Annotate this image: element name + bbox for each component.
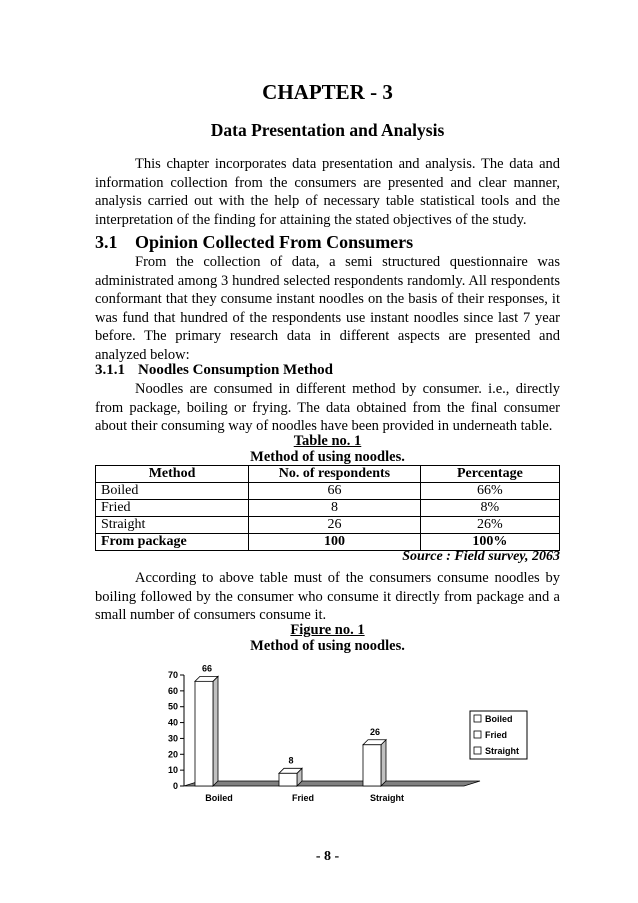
table-cell: Fried	[96, 500, 249, 517]
legend-swatch	[474, 747, 481, 754]
legend-label: Boiled	[485, 714, 513, 724]
method-table	[95, 465, 560, 551]
x-tick-label: Straight	[369, 793, 405, 803]
table-header: Method	[96, 466, 249, 483]
y-tick-label: 20	[167, 749, 178, 760]
intro-text: This chapter incorporates data presentation and analysis. The data and information collection from the consumers are presented and clear manner, analysis carried out with the help of necessary table statistical tools and the interpretation of the finding for attaining the stated objectives of the study.	[95, 156, 560, 228]
subsection-number: 3.1.1	[95, 362, 125, 378]
chapter-subtitle: Data Presentation and Analysis	[210, 120, 445, 140]
table-cell: 8	[249, 500, 421, 517]
section-title: Opinion Collected From Consumers	[135, 232, 414, 252]
y-tick-label: 40	[167, 717, 178, 728]
bar-boiled	[195, 681, 213, 786]
y-tick-label: 0	[172, 781, 178, 791]
y-tick-label: 30	[167, 733, 178, 744]
x-tick-label: Fried	[291, 793, 315, 803]
bar-straight	[363, 745, 381, 786]
table-header-row	[96, 466, 560, 483]
table-caption: Method of using noodles.	[250, 449, 405, 465]
method-bar-chart	[140, 655, 530, 810]
legend-label: Fried	[485, 730, 508, 740]
section-heading	[95, 232, 413, 253]
table-cell: 66	[249, 483, 421, 500]
legend-swatch	[474, 731, 481, 738]
figure-label: Figure no. 1	[290, 622, 365, 638]
chart-floor	[184, 781, 480, 786]
table-cell: From package	[96, 534, 249, 551]
table-label: Table no. 1	[293, 433, 362, 449]
x-tick-label: Boiled	[205, 793, 233, 803]
subsection-heading	[95, 362, 333, 379]
chapter-title: CHAPTER - 3	[262, 80, 393, 104]
bar-fried	[279, 773, 297, 786]
table-row	[96, 500, 560, 517]
data-label: 66	[201, 663, 213, 674]
table-cell: 100%	[420, 534, 559, 551]
section-paragraph	[95, 253, 560, 365]
subsection-paragraph	[95, 380, 560, 436]
analysis-text: According to above table must of the consumers consume noodles by boiling followed by the consumer who consume it directly from package and a small number of consumers consume it.	[95, 570, 560, 624]
y-tick-label: 60	[167, 685, 178, 696]
table-cell: 66%	[420, 483, 559, 500]
table-header: No. of respondents	[249, 466, 421, 483]
table-cell: 26	[249, 517, 421, 534]
bar-side	[381, 740, 386, 786]
table-source: Source : Field survey, 2063	[402, 549, 560, 564]
table-total-row	[96, 534, 560, 551]
table-row	[96, 483, 560, 500]
legend-label: Straight	[485, 746, 520, 756]
data-label: 8	[288, 755, 294, 766]
analysis-paragraph	[95, 569, 560, 625]
legend-swatch	[474, 715, 481, 722]
y-tick-label: 10	[167, 765, 178, 776]
table-cell: 8%	[420, 500, 559, 517]
y-tick-label: 70	[167, 670, 178, 680]
subsection-text: Noodles are consumed in different method by consumer. i.e., directly from package, boiling or frying. The data obtained from the final consumer about their consuming way of noodles have been provided in underneath table.	[95, 381, 560, 435]
table-header: Percentage	[420, 466, 559, 483]
page-number: - 8 -	[315, 849, 340, 864]
intro-paragraph	[95, 155, 560, 229]
table-cell: 26%	[420, 517, 559, 534]
bar-side	[213, 676, 218, 786]
data-label: 26	[369, 726, 381, 737]
figure-caption: Method of using noodles.	[250, 638, 405, 654]
table-cell: Boiled	[96, 483, 249, 500]
table-cell: Straight	[96, 517, 249, 534]
subsection-title: Noodles Consumption Method	[138, 362, 334, 378]
section-text: From the collection of data, a semi structured questionnaire was administrated among 3 hundred selected respondents randomly. All respondents conformant that they consume instant noodles on the basis of their responses, it was fund that hundred of the respondents use instant noodles since last 7 year before. The primary research data in different aspects are presented and analyzed below:	[95, 254, 560, 363]
table-row	[96, 517, 560, 534]
section-number: 3.1	[95, 232, 118, 252]
y-tick-label: 50	[167, 701, 178, 712]
table-cell: 100	[249, 534, 421, 551]
